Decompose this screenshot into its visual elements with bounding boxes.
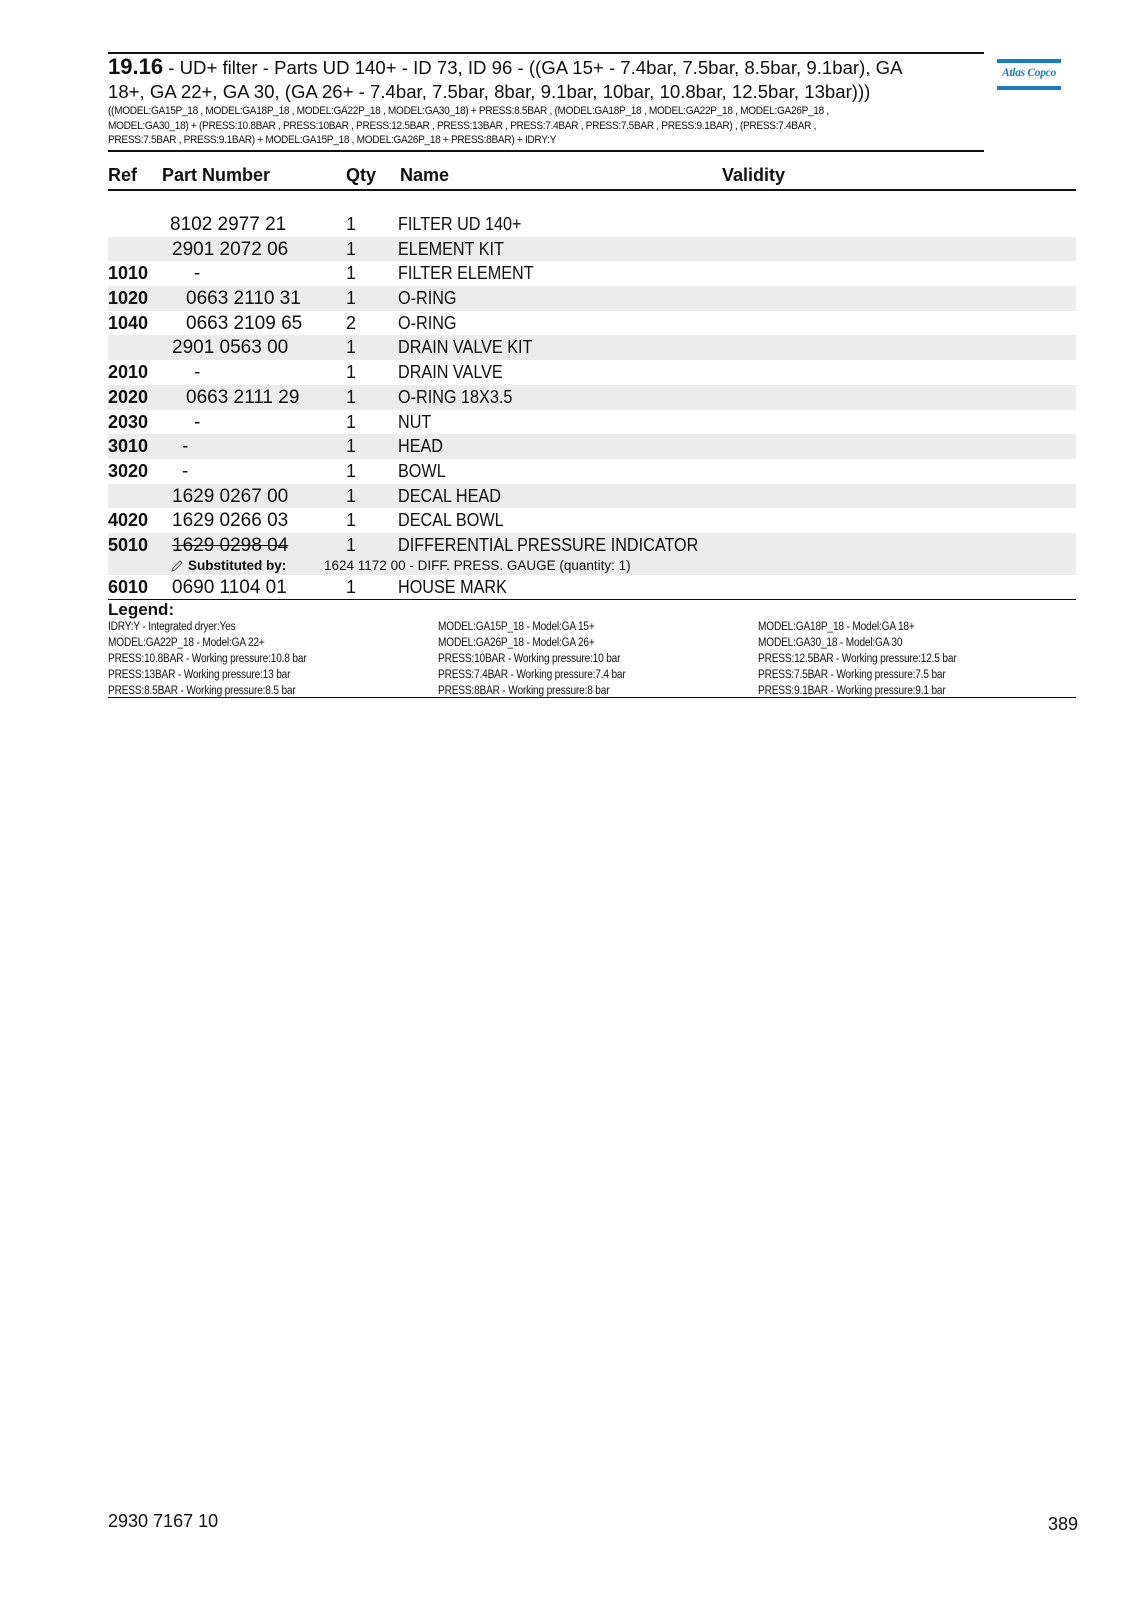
- part-number-cell[interactable]: 2901 2072 06: [172, 238, 289, 260]
- name-cell: O-RING 18X3.5: [398, 386, 513, 407]
- name-cell: FILTER ELEMENT: [398, 263, 534, 284]
- table-header: [108, 163, 1076, 191]
- qty-cell: 2: [346, 312, 357, 333]
- part-number-cell[interactable]: -: [182, 436, 189, 458]
- ref-cell: 1020: [108, 288, 149, 309]
- name-cell: HEAD: [398, 436, 444, 457]
- part-number-cell[interactable]: -: [194, 362, 201, 384]
- table-row: [108, 385, 1076, 410]
- legend-entry: PRESS:8.5BAR - Working pressure:8.5 bar: [108, 685, 296, 697]
- document-number: 2930 7167 10: [108, 1511, 219, 1531]
- logo-top-bar: [997, 59, 1061, 63]
- substitution-row: [108, 558, 1076, 575]
- qty-cell: 1: [346, 362, 357, 383]
- name-cell: DECAL HEAD: [398, 485, 501, 506]
- name-cell: HOUSE MARK: [398, 576, 507, 597]
- legend-title: Legend:: [108, 600, 175, 619]
- ref-cell: 2010: [108, 362, 149, 383]
- qty-cell: 1: [346, 288, 357, 309]
- qty-cell: 1: [346, 337, 357, 358]
- table-row: [108, 261, 1076, 286]
- legend-entry: MODEL:GA30_18 - Model:GA 30: [758, 637, 903, 649]
- title-line-2: 18+, GA 22+, GA 30, (GA 26+ - 7.4bar, 7.5bar, 8bar, 9.1bar, 10bar, 10.8bar, 12.5bar, 13bar))): [108, 81, 871, 102]
- legend-entry: PRESS:12.5BAR - Working pressure:12.5 bar: [758, 653, 957, 665]
- name-cell: FILTER UD 140+: [398, 214, 522, 234]
- part-number-cell[interactable]: -: [194, 411, 201, 433]
- ref-cell: 4020: [108, 510, 149, 531]
- col-qty: Qty: [346, 165, 377, 185]
- name-cell: O-RING: [398, 288, 457, 309]
- part-number-cell[interactable]: 8102 2977 21: [170, 214, 287, 235]
- col-name: Name: [400, 165, 450, 185]
- page-number: 389: [1048, 1514, 1079, 1534]
- qty-cell: 1: [346, 386, 357, 407]
- table-row: [108, 237, 1076, 262]
- section-number: 19.16: [108, 54, 164, 79]
- ref-cell: 5010: [108, 534, 149, 555]
- conditions-line-2: MODEL:GA30_18) + (PRESS:10.8BAR , PRESS:10BAR , PRESS:12.5BAR , PRESS:13BAR , PRESS:7.4BAR , PRESS:7.5BAR , PRESS:9.1BAR) , (PRESS:7.4BAR ,: [108, 119, 817, 132]
- ref-cell: 3010: [108, 436, 149, 457]
- name-cell: NUT: [398, 411, 432, 432]
- col-ref: Ref: [108, 165, 138, 185]
- legend-entry: IDRY:Y - Integrated dryer:Yes: [108, 621, 236, 633]
- qty-cell: 1: [346, 485, 357, 506]
- legend-entry: MODEL:GA15P_18 - Model:GA 15+: [438, 621, 595, 633]
- name-cell: BOWL: [398, 460, 446, 481]
- legend-entry: PRESS:7.4BAR - Working pressure:7.4 bar: [438, 669, 626, 681]
- legend-entry: MODEL:GA26P_18 - Model:GA 26+: [438, 637, 595, 649]
- conditions-line-1: ((MODEL:GA15P_18 , MODEL:GA18P_18 , MODEL:GA22P_18 , MODEL:GA30_18) + PRESS:8.5BAR , (MODEL:GA18P_18 , MODEL:GA22P_18 , MODEL:GA26P_18 ,: [108, 105, 829, 117]
- part-number-cell[interactable]: 0690 1104 01: [172, 576, 287, 598]
- qty-cell: 1: [346, 214, 357, 234]
- part-number-cell[interactable]: 0663 2111 29: [186, 386, 300, 408]
- conditions-line-3: PRESS:7.5BAR , PRESS:9.1BAR) + MODEL:GA15P_18 , MODEL:GA26P_18 + PRESS:8BAR) + IDRY:Y: [108, 134, 557, 146]
- legend-entry: PRESS:10BAR - Working pressure:10 bar: [438, 653, 621, 665]
- part-number-cell[interactable]: -: [194, 263, 201, 285]
- table-row: [108, 286, 1076, 311]
- qty-cell: 1: [346, 534, 357, 555]
- legend-entries: [108, 620, 1076, 696]
- part-number-cell[interactable]: 1629 0266 03: [172, 510, 289, 532]
- section-header: [108, 52, 984, 152]
- ref-cell: 1010: [108, 263, 149, 284]
- part-number-cell[interactable]: 1629 0267 00: [172, 485, 289, 507]
- ref-cell: 2020: [108, 386, 149, 407]
- part-number-cell[interactable]: -: [182, 460, 189, 482]
- logo-text: Atlas Copco: [1002, 67, 1056, 79]
- ref-cell: 3020: [108, 460, 149, 481]
- validity-conditions: [108, 104, 977, 148]
- legend-entry: PRESS:13BAR - Working pressure:13 bar: [108, 669, 291, 681]
- qty-cell: 1: [346, 411, 357, 432]
- part-number-cell[interactable]: 2901 0563 00: [172, 337, 289, 359]
- qty-cell: 1: [346, 576, 357, 597]
- legend-entry: PRESS:7.5BAR - Working pressure:7.5 bar: [758, 669, 946, 681]
- parts-table: [108, 212, 1076, 599]
- table-row: [108, 533, 1076, 558]
- qty-cell: 1: [346, 460, 357, 481]
- table-row: [108, 212, 1076, 237]
- name-cell: DRAIN VALVE KIT: [398, 337, 533, 358]
- legend-entry: MODEL:GA18P_18 - Model:GA 18+: [758, 621, 915, 633]
- logo-bottom-bar: [997, 86, 1061, 90]
- name-cell: DECAL BOWL: [398, 510, 504, 531]
- part-number-cell[interactable]: 0663 2109 65: [186, 312, 303, 334]
- section-title: [108, 55, 984, 80]
- pencil-icon: [170, 559, 184, 573]
- col-validity: Validity: [722, 165, 786, 185]
- name-cell: DRAIN VALVE: [398, 362, 503, 383]
- table-row: [108, 459, 1076, 484]
- substituted-by-label: Substituted by:: [188, 557, 287, 573]
- name-cell: O-RING: [398, 312, 457, 333]
- legend-entry: PRESS:10.8BAR - Working pressure:10.8 bar: [108, 653, 307, 665]
- table-row: [108, 575, 1076, 600]
- substitution-text[interactable]: 1624 1172 00 - DIFF. PRESS. GAUGE (quantity: 1): [324, 557, 631, 573]
- legend: [108, 599, 1076, 698]
- col-part-number: Part Number: [162, 165, 271, 185]
- table-row: [108, 434, 1076, 459]
- legend-entry: MODEL:GA22P_18 - Model:GA 22+: [108, 637, 265, 649]
- atlas-copco-logo: [997, 59, 1061, 93]
- ref-cell: 2030: [108, 411, 149, 432]
- qty-cell: 1: [346, 436, 357, 457]
- ref-cell: 6010: [108, 576, 149, 597]
- table-row: [108, 360, 1076, 385]
- part-number-cell[interactable]: 0663 2110 31: [186, 288, 301, 310]
- title-line-1: - UD+ filter - Parts UD 140+ - ID 73, ID 96 - ((GA 15+ - 7.4bar, 7.5bar, 8.5bar, 9.1bar), GA: [163, 57, 903, 78]
- legend-entry: PRESS:8BAR - Working pressure:8 bar: [438, 685, 610, 697]
- qty-cell: 1: [346, 510, 357, 531]
- qty-cell: 1: [346, 238, 357, 259]
- part-number-cell[interactable]: 1629 0298 04: [172, 534, 289, 556]
- qty-cell: 1: [346, 263, 357, 284]
- name-cell: ELEMENT KIT: [398, 238, 504, 259]
- name-cell: DIFFERENTIAL PRESSURE INDICATOR: [398, 534, 699, 555]
- ref-cell: 1040: [108, 312, 149, 333]
- table-row: [108, 410, 1076, 435]
- legend-entry: PRESS:9.1BAR - Working pressure:9.1 bar: [758, 685, 946, 697]
- table-row: [108, 311, 1076, 336]
- table-row: [108, 335, 1076, 360]
- table-row: [108, 508, 1076, 533]
- table-row: [108, 484, 1076, 509]
